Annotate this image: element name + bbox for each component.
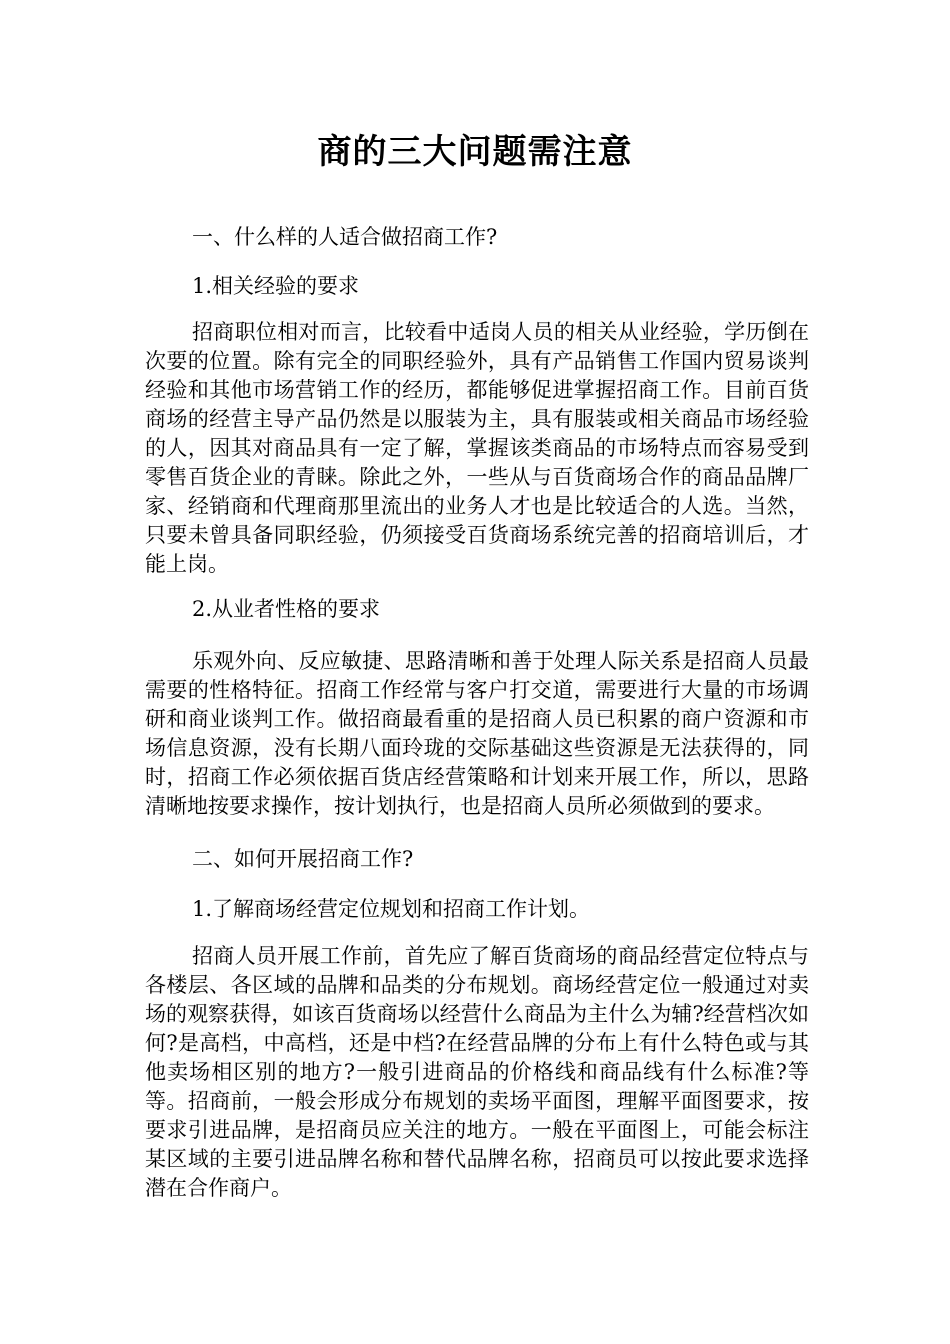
section-heading-1: 一、什么样的人适合做招商工作? [192,225,498,249]
subsection-heading-1-1: 1.相关经验的要求 [192,274,360,298]
subsection-heading-2-1: 1.了解商场经营定位规划和招商工作计划。 [192,897,591,921]
section-heading-2: 二、如何开展招商工作? [192,847,414,871]
subsection-heading-1-2: 2.从业者性格的要求 [192,597,381,621]
document-title: 商的三大问题需注意 [317,132,633,172]
paragraph-personality: 乐观外向、反应敏捷、思路清晰和善于处理人际关系是招商人员最需要的性格特征。招商工作经常与客户打交道，需要进行大量的市场调研和商业谈判工作。做招商最看重的是招商人员已积累的商户资源和市场信息资源，没有长期八面玲珑的交际基础这些资源是无法获得的，同时，招商工作必须依据百货店经营策略和计划来开展工作，所以，思路清晰地按要求操作，按计划执行，也是招商人员所必须做到的要求。 [145,649,809,818]
paragraph-experience: 招商职位相对而言，比较看中适岗人员的相关从业经验，学历倒在次要的位置。除有完全的同职经验外，具有产品销售工作国内贸易谈判经验和其他市场营销工作的经历，都能够促进掌握招商工作。目前百货商场的经营主导产品仍然是以服装为主，具有服装或相关商品市场经验的人，因其对商品具有一定了解，掌握该类商品的市场特点而容易受到零售百货企业的青睐。除此之外，一些从与百货商场合作的商品品牌厂家、经销商和代理商那里流出的业务人才也是比较适合的人选。当然，只要未曾具备同职经验，仍须接受百货商场系统完善的招商培训后，才能上岗。 [145,320,809,576]
paragraph-planning: 招商人员开展工作前，首先应了解百货商场的商品经营定位特点与各楼层、各区域的品牌和品类的分布规划。商场经营定位一般通过对卖场的观察获得，如该百货商场以经营什么商品为主什么为辅?经营档次如何?是高档，中高档，还是中档?在经营品牌的分布上有什么特色或与其他卖场相区别的地方?一般引进商品的价格线和商品线有什么标准?等等。招商前，一般会形成分布规划的卖场平面图，理解平面图要求，按要求引进品牌，是招商员应关注的地方。一般在平面图上，可能会标注某区域的主要引进品牌名称和替代品牌名称，招商员可以按此要求选择潜在合作商户。 [145,944,809,1200]
